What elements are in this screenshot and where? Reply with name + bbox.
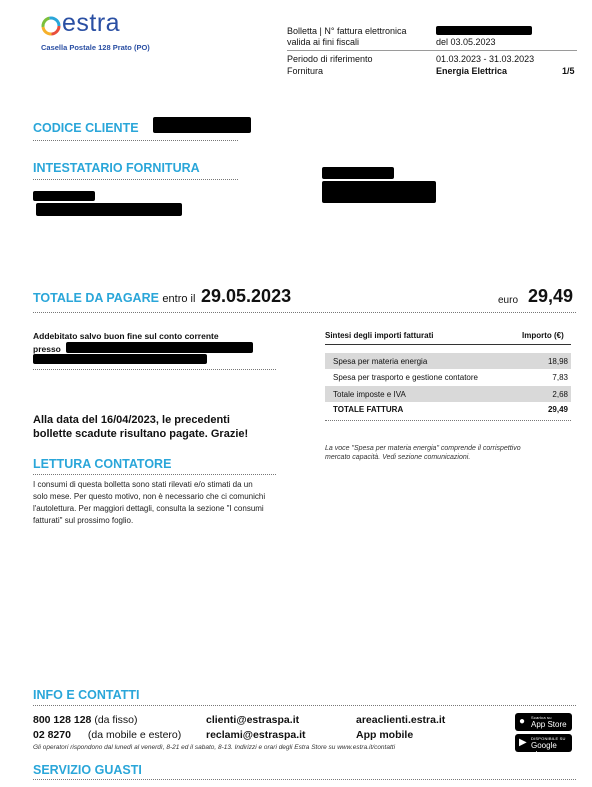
summary-total-value: 29,49 — [547, 405, 568, 414]
summary-total-row — [325, 401, 571, 417]
customer-area-link[interactable]: areaclienti.estra.it — [356, 714, 446, 726]
holder-address-redacted — [36, 203, 182, 216]
invoice-number-redacted — [436, 26, 532, 35]
total-entro: entro il — [162, 293, 196, 305]
summary-title: Sintesi degli importi fatturati — [325, 331, 434, 340]
meter-text — [33, 479, 303, 527]
payment-rule — [33, 369, 276, 370]
contacts-rule — [33, 705, 576, 706]
payment-line1: Addebitato salvo buon fine sul conto corrente — [33, 331, 219, 341]
recipient-address-redacted — [322, 181, 436, 203]
payment-line2: presso — [33, 344, 61, 354]
google-play-icon: ▶ — [519, 737, 527, 748]
app-store-badge-label: App Store — [531, 720, 567, 729]
meter-line: fatturati" sul prossimo foglio. — [33, 516, 134, 525]
total-amount: 29,49 — [528, 286, 574, 306]
meter-line: I consumi di questa bolletta sono stati rilevati e/o stimati da un — [33, 480, 253, 489]
meter-line: solo mese. Per questo motivo, non è necessario che ci comunichi — [33, 492, 266, 501]
service-title: SERVIZIO GUASTI — [33, 763, 142, 777]
email-clients-link[interactable]: clienti@estraspa.it — [206, 714, 300, 726]
meter-rule — [33, 474, 276, 475]
customer-code-rule — [33, 140, 238, 141]
google-play-badge[interactable] — [515, 734, 572, 759]
summary-row-value: 18,98 — [547, 357, 568, 366]
apple-icon: ● — [519, 716, 526, 727]
google-play-badge-top: DISPONIBILE SU — [531, 736, 566, 741]
app-mobile-label: App mobile — [356, 729, 414, 741]
holder-title: INTESTATARIO FORNITURA — [33, 161, 200, 175]
holder-name-redacted — [33, 191, 95, 201]
summary-row-label: Spesa per materia energia — [333, 357, 428, 366]
bill-label-1: Bolletta | N° fattura elettronica — [287, 26, 407, 36]
summary-row-value: 7,83 — [552, 373, 568, 382]
bank-account-redacted-2 — [33, 354, 207, 364]
summary-row — [325, 369, 571, 385]
total-label: TOTALE DA PAGARE — [33, 291, 159, 305]
service-rule — [33, 779, 576, 780]
google-play-badge-label: Google play — [531, 741, 557, 759]
app-store-badge[interactable] — [515, 713, 572, 731]
operator-hours: Gli operatori rispondono dal lunedì al venerdì, 8-21 ed il sabato, 8-13. Indirizzi e orari degli Estra Store su www.estra.it/contatti — [33, 744, 396, 751]
bill-date: del 03.05.2023 — [436, 37, 496, 47]
meter-title: LETTURA CONTATORE — [33, 457, 172, 471]
customer-code-title: CODICE CLIENTE — [33, 121, 139, 135]
due-date: 29.05.2023 — [201, 286, 292, 306]
summary-row-label: Totale imposte e IVA — [333, 390, 406, 399]
recipient-name-redacted — [322, 167, 394, 179]
total-rule — [33, 312, 576, 313]
phone-mobile — [33, 729, 181, 741]
summary-header-rule — [325, 344, 571, 345]
status-line1: Alla data del 16/04/2023, le precedenti — [33, 414, 230, 426]
email-complaints-link[interactable]: reclami@estraspa.it — [206, 729, 306, 741]
status-message — [33, 413, 248, 441]
summary-row-label: Spesa per trasporto e gestione contatore — [333, 373, 478, 382]
contacts-title: INFO E CONTATTI — [33, 688, 140, 702]
estra-logo-icon — [40, 15, 62, 37]
page-number: 1/5 — [562, 66, 575, 76]
summary-total-label: TOTALE FATTURA — [333, 405, 404, 414]
supply-label: Fornitura — [287, 66, 324, 76]
summary-note-line2: mercato capacità. Vedi sezione comunicazioni. — [325, 454, 471, 461]
logo-subtitle: Casella Postale 128 Prato (PO) — [41, 43, 150, 52]
header-divider — [287, 50, 577, 51]
period-label: Periodo di riferimento — [287, 54, 373, 64]
meter-line: l'autolettura. Per maggiori dettagli, consulta la sezione "I consumi — [33, 504, 264, 513]
summary-amount-header: Importo (€) — [522, 331, 564, 340]
phone-fixed-number[interactable]: 800 128 128 — [33, 714, 92, 726]
phone-fixed-note: (da fisso) — [94, 714, 138, 726]
total-currency: euro — [498, 295, 519, 306]
logo-wordmark: estra — [62, 9, 121, 37]
bank-account-redacted — [66, 342, 253, 353]
phone-mobile-number[interactable]: 02 8270 — [33, 729, 71, 741]
summary-note — [325, 444, 521, 462]
phone-mobile-note: (da mobile e estero) — [87, 729, 182, 741]
app-store-badge-top: Scarica su — [531, 715, 552, 720]
phone-fixed — [33, 714, 138, 726]
bill-label-2: valida ai fini fiscali — [287, 37, 360, 47]
summary-row-value: 2,68 — [552, 390, 568, 399]
customer-code-redacted — [153, 117, 251, 133]
total-line — [33, 291, 195, 305]
summary-note-line1: La voce "Spesa per materia energia" comprende il corrispettivo — [325, 445, 521, 452]
summary-row — [325, 386, 571, 402]
holder-rule — [33, 179, 238, 180]
summary-row — [325, 353, 571, 369]
period-value: 01.03.2023 - 31.03.2023 — [436, 54, 535, 64]
summary-bottom-rule — [325, 420, 571, 421]
status-line2: bollette scadute risultano pagate. Grazie! — [33, 428, 249, 440]
supply-value: Energia Elettrica — [436, 66, 508, 76]
